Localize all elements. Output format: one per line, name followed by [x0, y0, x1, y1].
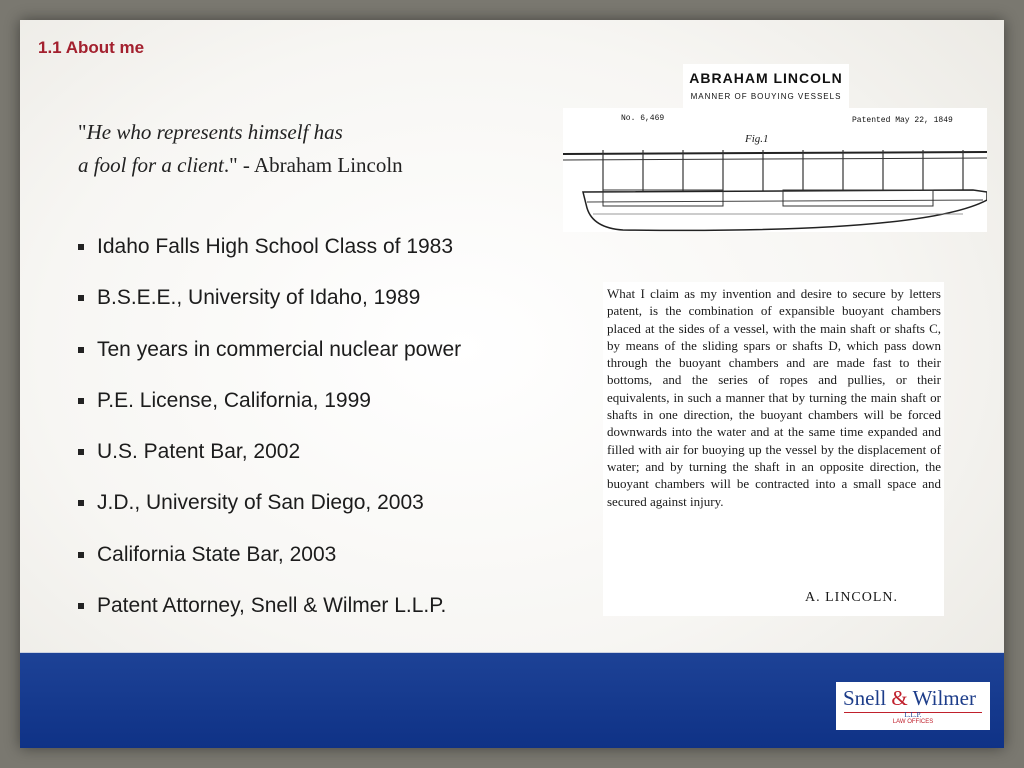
bullet-square-icon: [78, 552, 84, 558]
list-item: Idaho Falls High School Class of 1983: [78, 232, 461, 283]
patent-claim-text: What I claim as my invention and desire to secure by letters patent, is the combination of expansible buoyant chambers placed at the sides of a vessel, with the main shaft or shafts C, by means of the sliding spars or shafts D, which pass down through the buoyant chambers and are made fast to their bottoms, and the series of ropes and pullies, or their equivalents, in such a manner that by turning the main shaft or shafts in one direction, the buoyant chambers will be forced downwards into the water and at the same time expanded and filled with air for buoying up the vessel by the displacement of water; and by turning the shaft in an opposite direction, the buoyant chambers will be contracted into a small space and secured against injury.: [607, 286, 941, 509]
patent-inventor-name: ABRAHAM LINCOLN: [689, 70, 843, 86]
quote-open-mark: ": [78, 120, 87, 144]
quote-line-1: He who represents himself has: [86, 120, 343, 144]
logo-law-offices: LAW OFFICES: [892, 719, 934, 725]
snell-wilmer-logo: [836, 682, 990, 730]
list-item: J.D., University of San Diego, 2003: [78, 488, 461, 539]
bullet-square-icon: [78, 347, 84, 353]
patent-claim-image: [603, 282, 944, 616]
list-item: B.S.E.E., University of Idaho, 1989: [78, 283, 461, 334]
patent-number: No. 6,469: [621, 114, 665, 123]
credentials-list: [78, 232, 461, 642]
list-item: Patent Attorney, Snell & Wilmer L.L.P.: [78, 591, 461, 642]
patent-subtitle: MANNER OF BOUYING VESSELS: [690, 92, 842, 101]
bullet-square-icon: [78, 244, 84, 250]
bullet-square-icon: [78, 398, 84, 404]
quote-line-2: a fool for a client: [78, 153, 224, 177]
list-item: Ten years in commercial nuclear power: [78, 335, 461, 386]
bullet-square-icon: [78, 449, 84, 455]
bullet-square-icon: [78, 603, 84, 609]
patent-date: Patented May 22, 1849: [852, 116, 953, 125]
patent-drawing-image: [563, 62, 987, 232]
logo-brand: Snell & Wilmer: [843, 686, 976, 710]
patent-title-box: [683, 64, 849, 108]
list-item: U.S. Patent Bar, 2002: [78, 437, 461, 488]
svg-text:Fig.1: Fig.1: [745, 133, 769, 145]
section-title: 1.1 About me: [38, 38, 145, 57]
vessel-drawing-icon: [563, 122, 987, 232]
bullet-square-icon: [78, 295, 84, 301]
list-item: California State Bar, 2003: [78, 540, 461, 591]
list-item: P.E. License, California, 1999: [78, 386, 461, 437]
logo-llp: L.L.P.: [904, 711, 922, 719]
lincoln-quote: [78, 116, 403, 182]
quote-attribution: ." - Abraham Lincoln: [223, 153, 403, 177]
slide: [20, 20, 1004, 748]
bullet-square-icon: [78, 500, 84, 506]
patent-signature: A. LINCOLN.: [805, 590, 899, 605]
